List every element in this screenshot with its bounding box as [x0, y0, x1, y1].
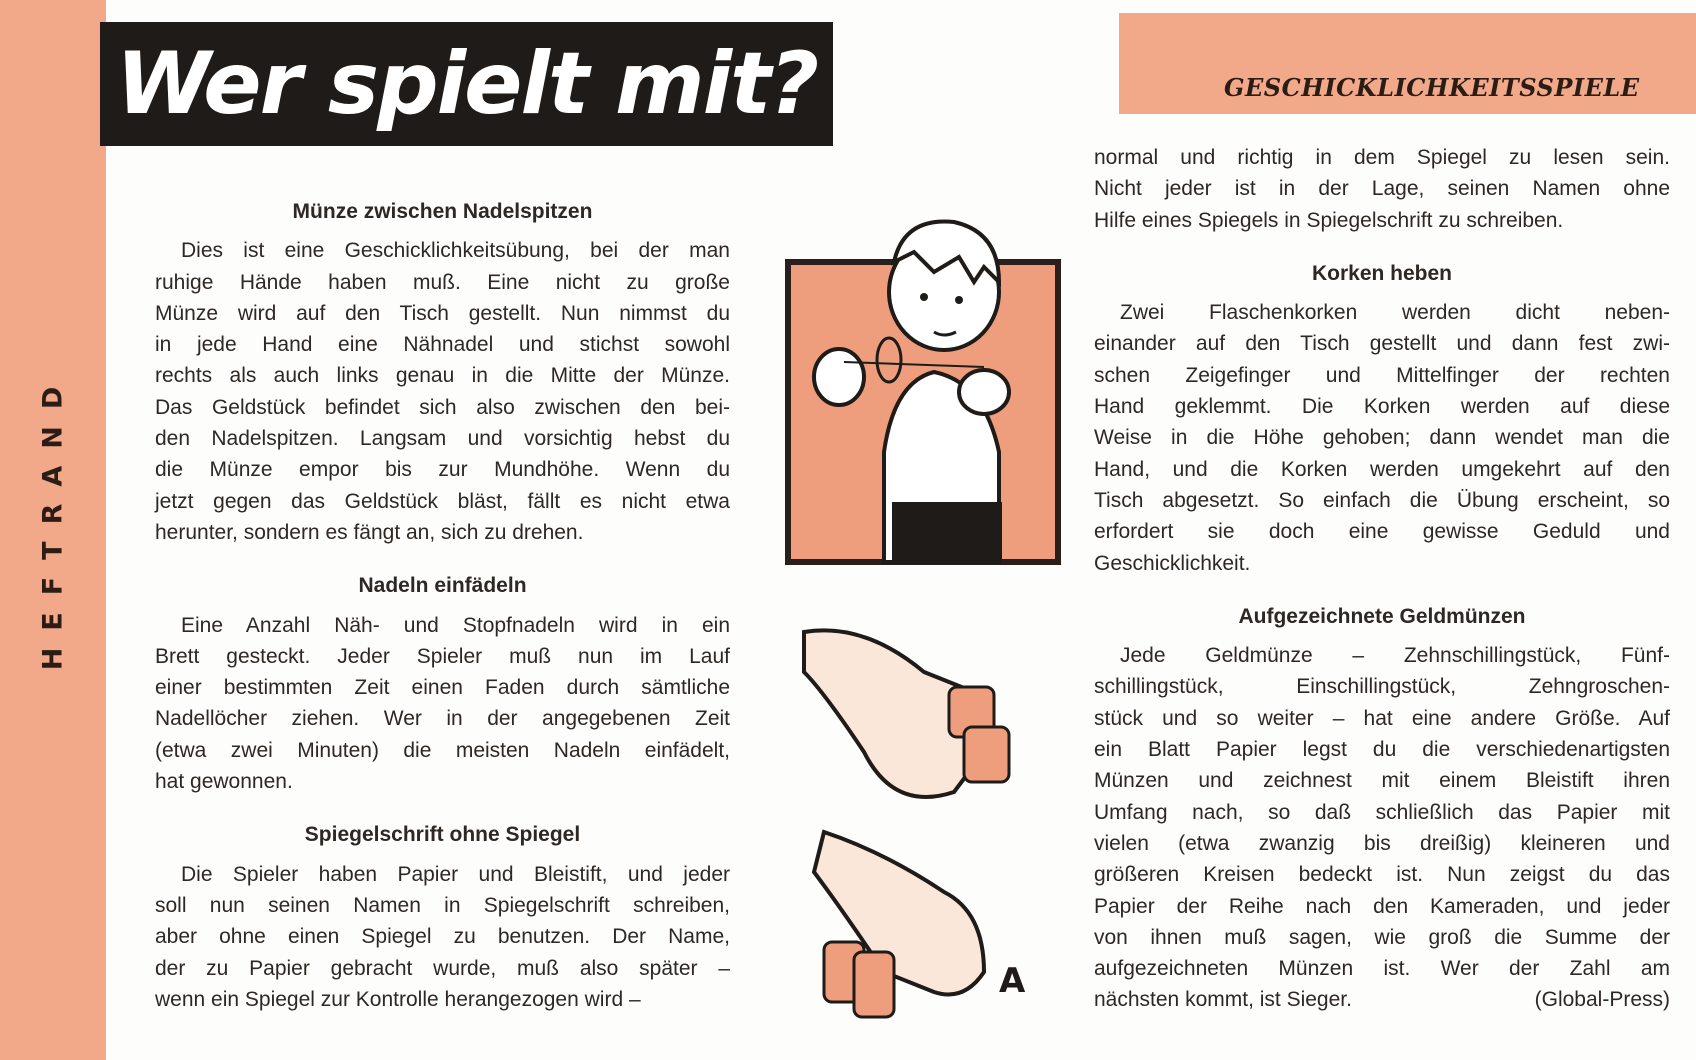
text-line: Tisch abgesetzt. So einfach die Übung erscheint, so	[1094, 488, 1670, 512]
text-line: aber ohne einen Spiegel zu benutzen. Der Name,	[155, 925, 730, 949]
text-line: hat gewonnen.	[155, 770, 293, 794]
text-line: Das Geldstück befindet sich also zwischen den bei-	[155, 395, 730, 419]
section-title: GESCHICKLICHKEITSSPIELE	[1224, 73, 1640, 102]
spacer	[1094, 579, 1670, 601]
text-line: den Nadelspitzen. Langsam und vorsichtig hebst du	[155, 427, 730, 451]
section-heading: Korken heben	[1311, 261, 1453, 285]
text-line: ein Blatt Papier legst du die verschiedenartigsten	[1094, 738, 1670, 762]
text-line: ruhige Hände haben muß. Eine nicht zu große	[155, 270, 730, 294]
text-line: vielen (etwa zwanzig bis dreißig) kleineren und	[1094, 831, 1670, 855]
text-line: soll nun seinen Namen in Spiegelschrift schreiben,	[155, 893, 730, 917]
boy-illustration	[788, 222, 1058, 565]
text-line: Nicht jeder ist in der Lage, seinen Namen ohne	[1094, 177, 1670, 201]
text-line: normal und richtig in dem Spiegel zu lesen sein.	[1094, 146, 1670, 169]
text-line: Eine Anzahl Näh- und Stopfnadeln wird in ein	[181, 613, 730, 637]
text-line: Umfang nach, so daß schließlich das Papier mit	[1094, 800, 1670, 824]
text-line: Weise in die Höhe gehoben; dann wendet man die	[1094, 426, 1670, 450]
text-line: aufgezeichneten Münzen ist. Wer der Zahl am	[1094, 957, 1670, 981]
text-line: (etwa zwei Minuten) die meisten Nadeln einfädelt,	[155, 738, 730, 762]
credit: (Global-Press)	[1534, 988, 1670, 1012]
right-column	[1094, 142, 1670, 1016]
text-line: Dies ist eine Geschicklichkeitsübung, bei der man	[181, 239, 730, 263]
text-line: stück und so weiter – hat eine andere Größe. Auf	[1094, 706, 1670, 730]
spacer	[1094, 632, 1670, 640]
artist-signature: A	[999, 961, 1026, 1001]
title-banner	[100, 22, 833, 146]
text-line: schillingstück, Einschillingstück, Zehngroschen-	[1094, 675, 1670, 699]
text-line: Zwei Flaschenkorken werden dicht neben-	[1120, 301, 1670, 325]
section-heading: Aufgezeichnete Geldmünzen	[1238, 604, 1526, 628]
spacer	[1094, 236, 1670, 258]
text-line: Papier der Reihe nach den Kameraden, und jeder	[1094, 894, 1670, 918]
text-line: Nadellöcher ziehen. Wer in der angegebenen Zeit	[155, 707, 730, 731]
hand-lifting-corks-illustration	[804, 630, 1009, 797]
text-line: einander auf den Tisch gestellt und dann fest zwi-	[1094, 332, 1670, 356]
text-line: schen Zeigefinger und Mittelfinger der rechten	[1094, 363, 1670, 387]
section-heading: Nadeln einfädeln	[358, 574, 527, 598]
text-line: größeren Kreisen bedeckt ist. Nun zeigst du das	[1094, 863, 1670, 887]
text-line	[1094, 984, 1670, 1015]
section-heading: Münze zwischen Nadelspitzen	[292, 200, 593, 223]
spacer	[155, 602, 730, 610]
text-line: Geschicklichkeit.	[1094, 551, 1251, 575]
text-line: von ihnen muß sagen, wie groß die Summe der	[1094, 925, 1670, 949]
text-line: Jede Geldmünze – Zehnschillingstück, Fünf-	[1120, 644, 1670, 668]
section-banner	[1119, 13, 1696, 114]
text-line: die Münze empor bis zur Mundhöhe. Wenn du	[155, 458, 730, 482]
text-line: wenn ein Spiegel zur Kontrolle herangezogen wird –	[155, 987, 641, 1011]
text-line: Die Spieler haben Papier und Bleistift, und jeder	[181, 862, 730, 886]
text-line: Brett gesteckt. Jeder Spieler muß nun im Lauf	[155, 644, 730, 668]
text-line: einer bestimmten Zeit einen Faden durch sämtliche	[155, 676, 730, 700]
text-line: jetzt gegen das Geldstück bläst, fällt es nicht etwa	[155, 489, 730, 513]
hand-placing-corks-illustration	[814, 832, 1026, 1017]
text-line: der zu Papier gebracht wurde, muß also später –	[155, 956, 730, 980]
text-line: Hand, und die Korken werden umgekehrt auf den	[1094, 457, 1670, 481]
text-line: Hand geklemmt. Die Korken werden auf diese	[1094, 395, 1670, 419]
text-line: in jede Hand eine Nähnadel und stichst sowohl	[155, 333, 730, 357]
illustration	[784, 212, 1064, 1027]
page-title: Wer spielt mit?	[115, 34, 818, 134]
spacer	[155, 797, 730, 819]
text-line: herunter, sondern es fängt an, sich zu drehen.	[155, 520, 584, 544]
margin-label: HEFTRAND	[37, 369, 69, 671]
section-heading: Spiegelschrift ohne Spiegel	[304, 823, 581, 847]
text-line: Hilfe eines Spiegels in Spiegelschrift zu schreiben.	[1094, 208, 1564, 232]
left-column	[155, 196, 730, 1015]
text-line: erfordert sie doch eine gewisse Geduld und	[1094, 520, 1670, 544]
text-line: Münze wird auf den Tisch gestellt. Nun nimmst du	[155, 301, 730, 325]
margin-strip	[0, 0, 106, 1060]
text-line-content: nächsten kommt, ist Sieger.	[1094, 988, 1352, 1012]
text-line: rechts als auch links genau in die Mitte der Münze.	[155, 364, 730, 388]
spacer	[1094, 289, 1670, 297]
text-line: Münzen und zeichnest mit einem Bleistift ihren	[1094, 769, 1670, 793]
spacer	[155, 227, 730, 235]
spacer	[155, 851, 730, 859]
spacer	[155, 548, 730, 570]
